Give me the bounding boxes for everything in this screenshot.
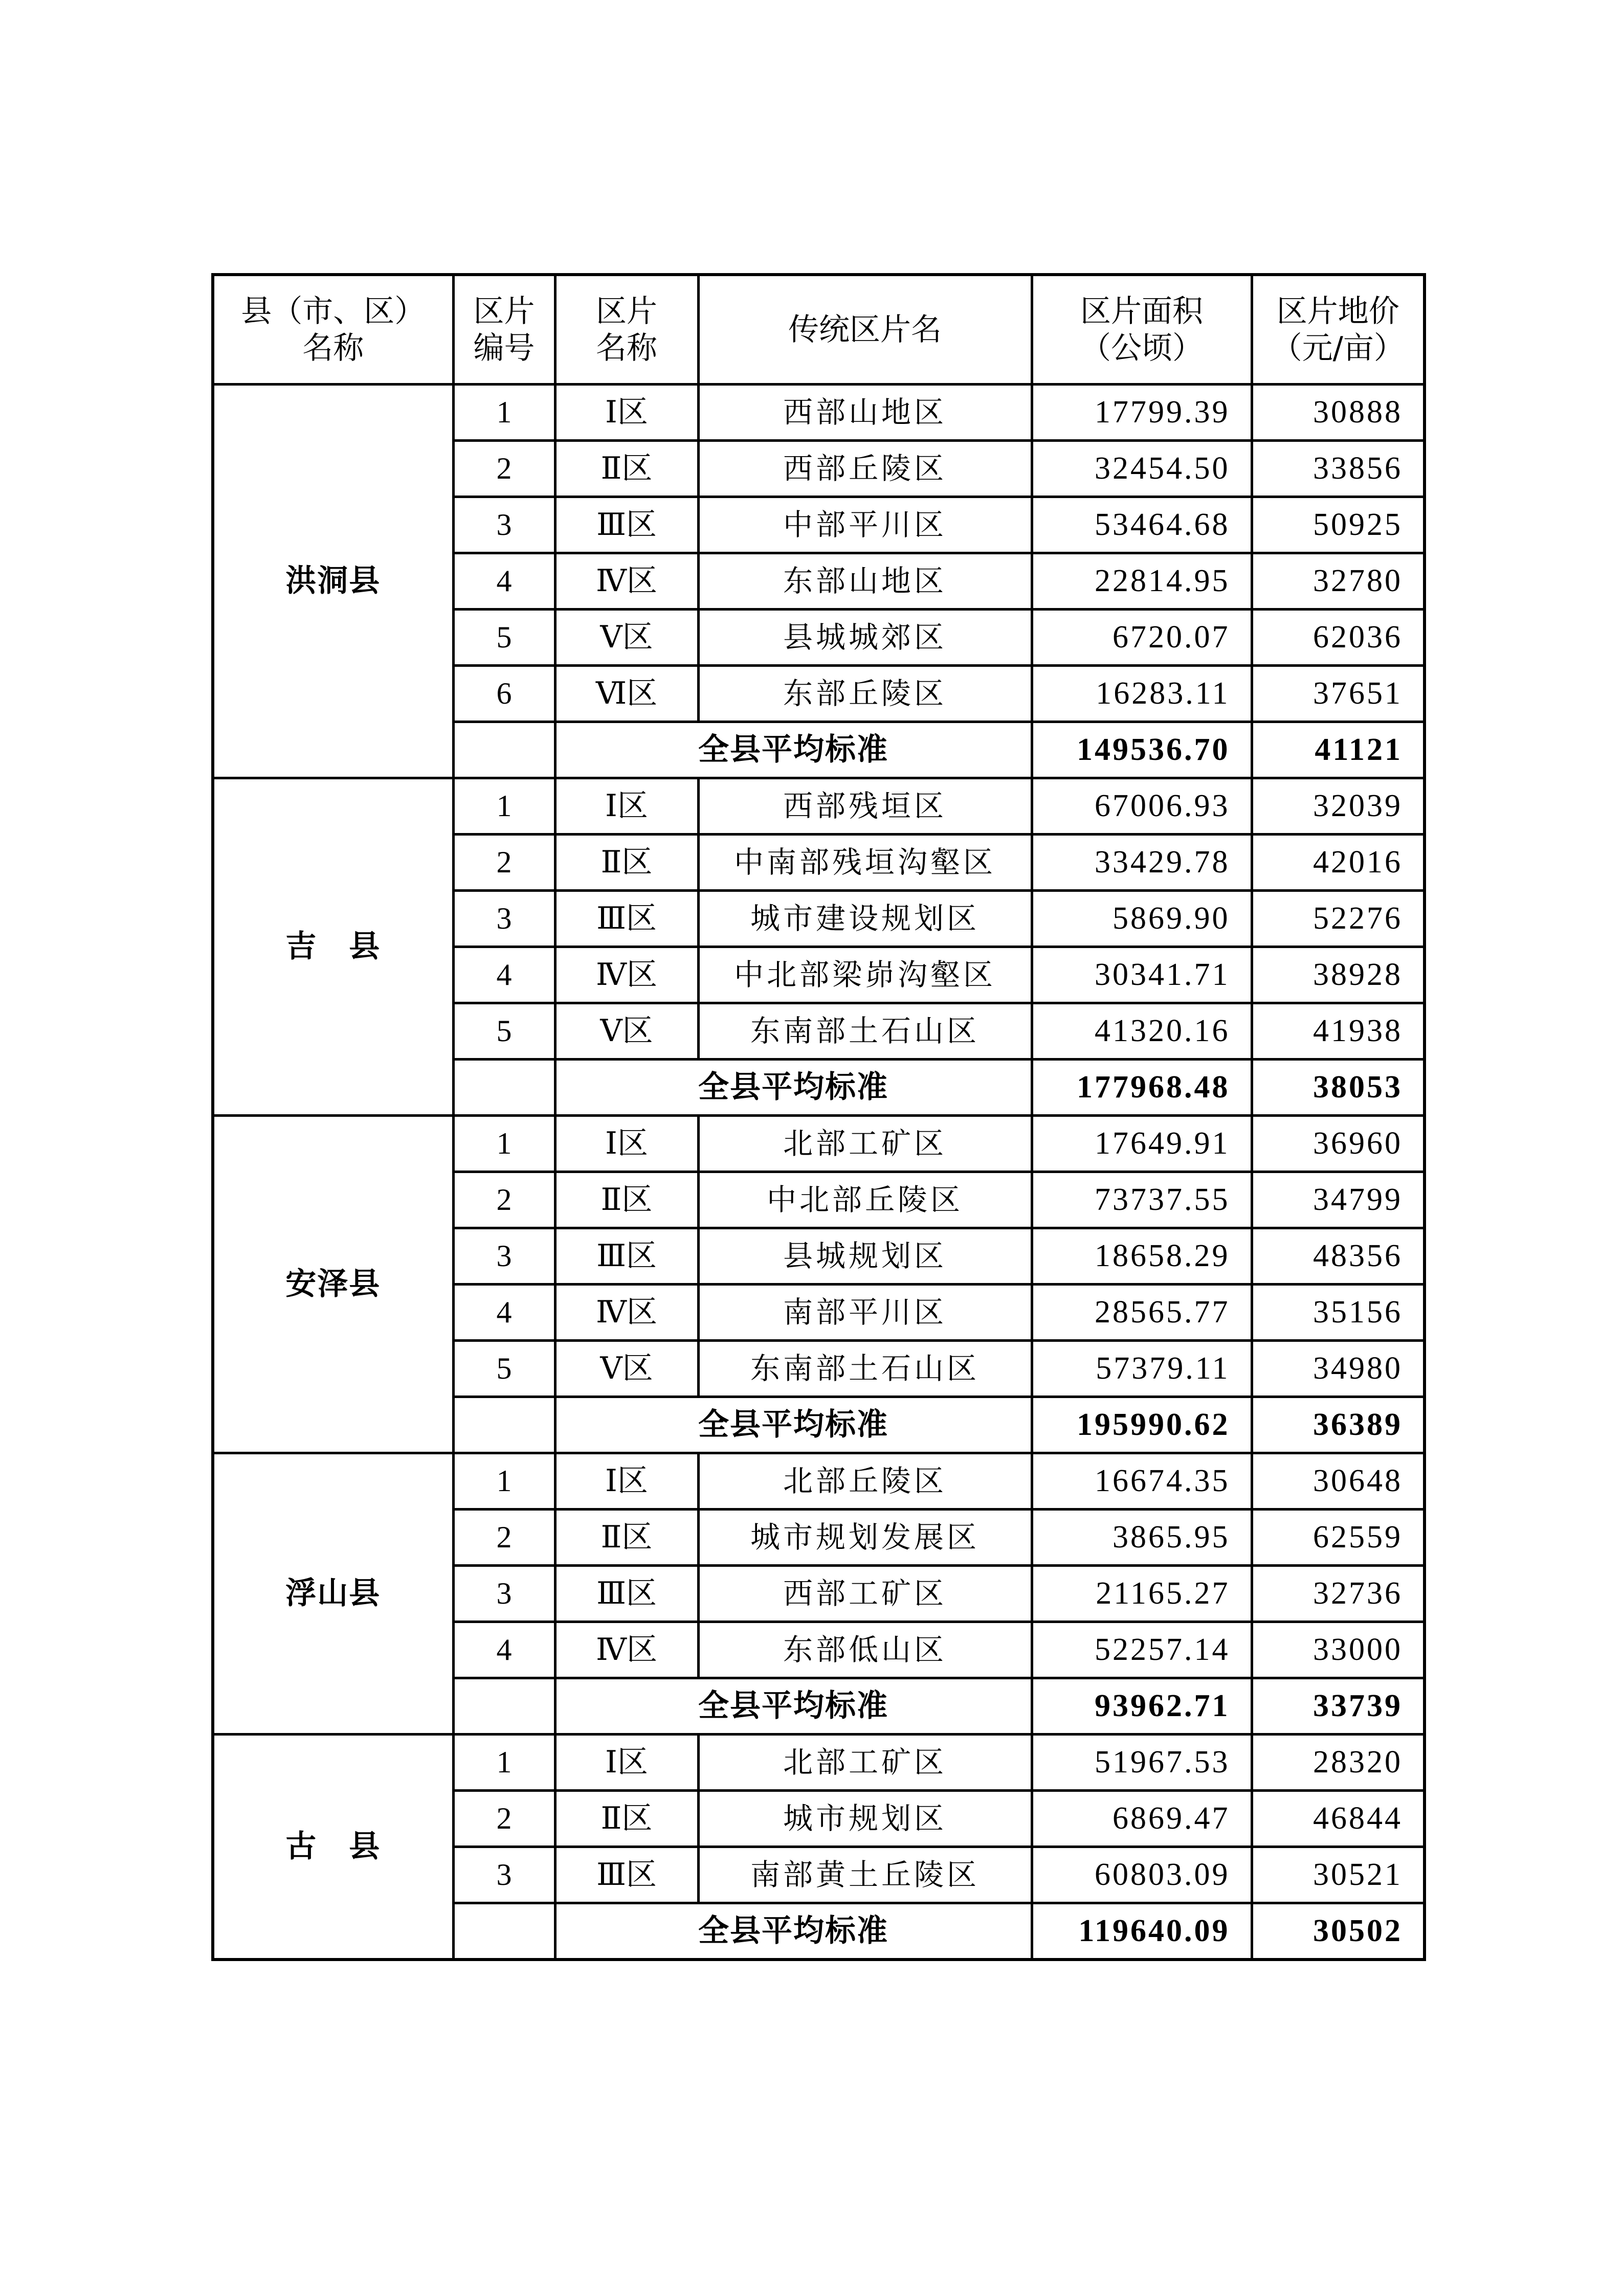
price-cell: 30888: [1252, 385, 1425, 441]
price-cell: 30648: [1252, 1453, 1425, 1510]
traditional-name-cell: 西部残垣区: [698, 778, 1032, 835]
zone-name-cell: Ⅰ区: [555, 1453, 698, 1510]
zone-name-cell: Ⅲ区: [555, 497, 698, 553]
county-name-cell: 洪洞县: [213, 385, 453, 778]
traditional-name-cell: 中北部丘陵区: [698, 1172, 1032, 1228]
header-zone-no: [453, 275, 555, 385]
zone-name-cell: Ⅰ区: [555, 778, 698, 835]
traditional-name-cell: 北部丘陵区: [698, 1453, 1032, 1510]
summary-price-cell: 30502: [1252, 1903, 1425, 1960]
price-cell: 32039: [1252, 778, 1425, 835]
price-cell: 52276: [1252, 891, 1425, 947]
zone-name-cell: Ⅴ区: [555, 1003, 698, 1060]
area-cell: 3865.95: [1032, 1510, 1252, 1566]
area-cell: 6720.07: [1032, 610, 1252, 666]
area-cell: 67006.93: [1032, 778, 1252, 835]
price-cell: 36960: [1252, 1116, 1425, 1172]
area-cell: 33429.78: [1032, 835, 1252, 891]
header-price: [1252, 275, 1425, 385]
header-area-line-2: （公顷）: [1080, 330, 1203, 366]
header-price-line-2: （元/亩）: [1271, 330, 1405, 366]
zone-number-cell: 2: [453, 441, 555, 497]
traditional-name-cell: 东南部土石山区: [698, 1003, 1032, 1060]
table-header: [213, 275, 1425, 385]
area-cell: 21165.27: [1032, 1566, 1252, 1622]
traditional-name-cell: 南部黄土丘陵区: [698, 1847, 1032, 1903]
traditional-name-cell: 北部工矿区: [698, 1116, 1032, 1172]
area-cell: 73737.55: [1032, 1172, 1252, 1228]
price-cell: 32736: [1252, 1566, 1425, 1622]
summary-label: 全县平均标准: [555, 1060, 1032, 1116]
summary-area-cell: 149536.70: [1032, 722, 1252, 778]
zone-number-cell: 1: [453, 1116, 555, 1172]
zone-number-cell: 4: [453, 1285, 555, 1341]
traditional-name-cell: 东部低山区: [698, 1622, 1032, 1678]
zone-number-cell: 1: [453, 1735, 555, 1791]
zone-name-cell: Ⅴ区: [555, 1341, 698, 1397]
traditional-name-cell: 城市建设规划区: [698, 891, 1032, 947]
zone-number-cell: 2: [453, 1791, 555, 1847]
zone-name-cell: Ⅰ区: [555, 1735, 698, 1791]
summary-blank-cell: [453, 1397, 555, 1453]
area-cell: 22814.95: [1032, 553, 1252, 610]
header-county-line-1: 县（市、区）: [241, 293, 426, 329]
summary-label: 全县平均标准: [555, 722, 1032, 778]
area-cell: 53464.68: [1032, 497, 1252, 553]
area-cell: 41320.16: [1032, 1003, 1252, 1060]
price-cell: 32780: [1252, 553, 1425, 610]
summary-area-cell: 195990.62: [1032, 1397, 1252, 1453]
summary-price-cell: 41121: [1252, 722, 1425, 778]
zone-name-cell: Ⅵ区: [555, 666, 698, 722]
zone-name-cell: Ⅲ区: [555, 1228, 698, 1285]
table-row: [213, 778, 1425, 835]
zone-number-cell: 1: [453, 778, 555, 835]
zone-name-cell: Ⅱ区: [555, 441, 698, 497]
zone-name-cell: Ⅱ区: [555, 1172, 698, 1228]
header-traditional-name: [698, 275, 1032, 385]
zone-number-cell: 3: [453, 891, 555, 947]
header-zone-name-line-2: 名称: [596, 330, 657, 366]
zone-number-cell: 3: [453, 1847, 555, 1903]
zone-number-cell: 4: [453, 1622, 555, 1678]
area-cell: 5869.90: [1032, 891, 1252, 947]
summary-area-cell: 177968.48: [1032, 1060, 1252, 1116]
traditional-name-cell: 南部平川区: [698, 1285, 1032, 1341]
zone-number-cell: 2: [453, 1172, 555, 1228]
summary-blank-cell: [453, 722, 555, 778]
zone-name-cell: Ⅱ区: [555, 1791, 698, 1847]
area-cell: 52257.14: [1032, 1622, 1252, 1678]
traditional-name-cell: 西部丘陵区: [698, 441, 1032, 497]
zone-number-cell: 3: [453, 497, 555, 553]
header-zone-no-line-1: 区片: [473, 293, 535, 329]
traditional-name-cell: 中南部残垣沟壑区: [698, 835, 1032, 891]
price-cell: 50925: [1252, 497, 1425, 553]
header-county: [213, 275, 453, 385]
price-cell: 28320: [1252, 1735, 1425, 1791]
zone-number-cell: 1: [453, 385, 555, 441]
table-body: [213, 385, 1425, 1960]
summary-price-cell: 36389: [1252, 1397, 1425, 1453]
price-cell: 34980: [1252, 1341, 1425, 1397]
price-cell: 33856: [1252, 441, 1425, 497]
header-price-line-1: 区片地价: [1276, 293, 1399, 329]
summary-blank-cell: [453, 1060, 555, 1116]
summary-area-cell: 119640.09: [1032, 1903, 1252, 1960]
traditional-name-cell: 西部山地区: [698, 385, 1032, 441]
traditional-name-cell: 中北部梁峁沟壑区: [698, 947, 1032, 1003]
header-zone-no-line-2: 编号: [473, 330, 535, 366]
area-cell: 16674.35: [1032, 1453, 1252, 1510]
zone-name-cell: Ⅳ区: [555, 947, 698, 1003]
county-name-cell: 安泽县: [213, 1116, 453, 1453]
price-cell: 35156: [1252, 1285, 1425, 1341]
traditional-name-cell: 西部工矿区: [698, 1566, 1032, 1622]
zone-number-cell: 5: [453, 1003, 555, 1060]
area-cell: 17799.39: [1032, 385, 1252, 441]
summary-label: 全县平均标准: [555, 1397, 1032, 1453]
table-row: [213, 1116, 1425, 1172]
zone-name-cell: Ⅳ区: [555, 1622, 698, 1678]
traditional-name-cell: 中部平川区: [698, 497, 1032, 553]
zone-number-cell: 3: [453, 1566, 555, 1622]
traditional-name-cell: 城市规划发展区: [698, 1510, 1032, 1566]
table-row: [213, 385, 1425, 441]
area-cell: 57379.11: [1032, 1341, 1252, 1397]
zone-number-cell: 5: [453, 1341, 555, 1397]
zone-name-cell: Ⅳ区: [555, 553, 698, 610]
zone-number-cell: 4: [453, 553, 555, 610]
price-cell: 37651: [1252, 666, 1425, 722]
traditional-name-cell: 北部工矿区: [698, 1735, 1032, 1791]
area-cell: 28565.77: [1032, 1285, 1252, 1341]
price-cell: 38928: [1252, 947, 1425, 1003]
header-zone-name: [555, 275, 698, 385]
area-cell: 17649.91: [1032, 1116, 1252, 1172]
summary-blank-cell: [453, 1678, 555, 1735]
price-cell: 62036: [1252, 610, 1425, 666]
zone-number-cell: 4: [453, 947, 555, 1003]
area-cell: 6869.47: [1032, 1791, 1252, 1847]
header-zone-name-line-1: 区片: [596, 293, 657, 329]
area-cell: 16283.11: [1032, 666, 1252, 722]
traditional-name-cell: 东南部土石山区: [698, 1341, 1032, 1397]
price-cell: 30521: [1252, 1847, 1425, 1903]
area-cell: 60803.09: [1032, 1847, 1252, 1903]
area-cell: 51967.53: [1032, 1735, 1252, 1791]
summary-blank-cell: [453, 1903, 555, 1960]
summary-label: 全县平均标准: [555, 1903, 1032, 1960]
summary-price-cell: 33739: [1252, 1678, 1425, 1735]
header-area-line-1: 区片面积: [1080, 293, 1203, 329]
county-name-cell: 吉 县: [213, 778, 453, 1116]
price-cell: 41938: [1252, 1003, 1425, 1060]
header-traditional-name-line-1: 传统区片名: [788, 311, 942, 348]
zone-number-cell: 6: [453, 666, 555, 722]
traditional-name-cell: 东部丘陵区: [698, 666, 1032, 722]
price-cell: 34799: [1252, 1172, 1425, 1228]
zone-name-cell: Ⅲ区: [555, 891, 698, 947]
summary-label: 全县平均标准: [555, 1678, 1032, 1735]
county-name-cell: 浮山县: [213, 1453, 453, 1735]
area-cell: 32454.50: [1032, 441, 1252, 497]
table-row: [213, 1453, 1425, 1510]
county-name-cell: 古 县: [213, 1735, 453, 1960]
zone-name-cell: Ⅲ区: [555, 1566, 698, 1622]
area-cell: 18658.29: [1032, 1228, 1252, 1285]
area-cell: 30341.71: [1032, 947, 1252, 1003]
price-cell: 48356: [1252, 1228, 1425, 1285]
header-area: [1032, 275, 1252, 385]
price-cell: 62559: [1252, 1510, 1425, 1566]
zone-name-cell: Ⅳ区: [555, 1285, 698, 1341]
zone-number-cell: 3: [453, 1228, 555, 1285]
zone-number-cell: 5: [453, 610, 555, 666]
zone-number-cell: 2: [453, 835, 555, 891]
zone-name-cell: Ⅰ区: [555, 1116, 698, 1172]
summary-price-cell: 38053: [1252, 1060, 1425, 1116]
zone-name-cell: Ⅱ区: [555, 1510, 698, 1566]
land-price-table: [211, 273, 1426, 1961]
traditional-name-cell: 县城规划区: [698, 1228, 1032, 1285]
price-cell: 46844: [1252, 1791, 1425, 1847]
zone-number-cell: 2: [453, 1510, 555, 1566]
traditional-name-cell: 县城城郊区: [698, 610, 1032, 666]
header-row: [213, 275, 1425, 385]
price-cell: 33000: [1252, 1622, 1425, 1678]
zone-name-cell: Ⅲ区: [555, 1847, 698, 1903]
zone-name-cell: Ⅴ区: [555, 610, 698, 666]
summary-area-cell: 93962.71: [1032, 1678, 1252, 1735]
zone-number-cell: 1: [453, 1453, 555, 1510]
zone-name-cell: Ⅱ区: [555, 835, 698, 891]
traditional-name-cell: 东部山地区: [698, 553, 1032, 610]
header-county-line-2: 名称: [302, 330, 364, 366]
traditional-name-cell: 城市规划区: [698, 1791, 1032, 1847]
table-row: [213, 1735, 1425, 1791]
zone-name-cell: Ⅰ区: [555, 385, 698, 441]
price-cell: 42016: [1252, 835, 1425, 891]
